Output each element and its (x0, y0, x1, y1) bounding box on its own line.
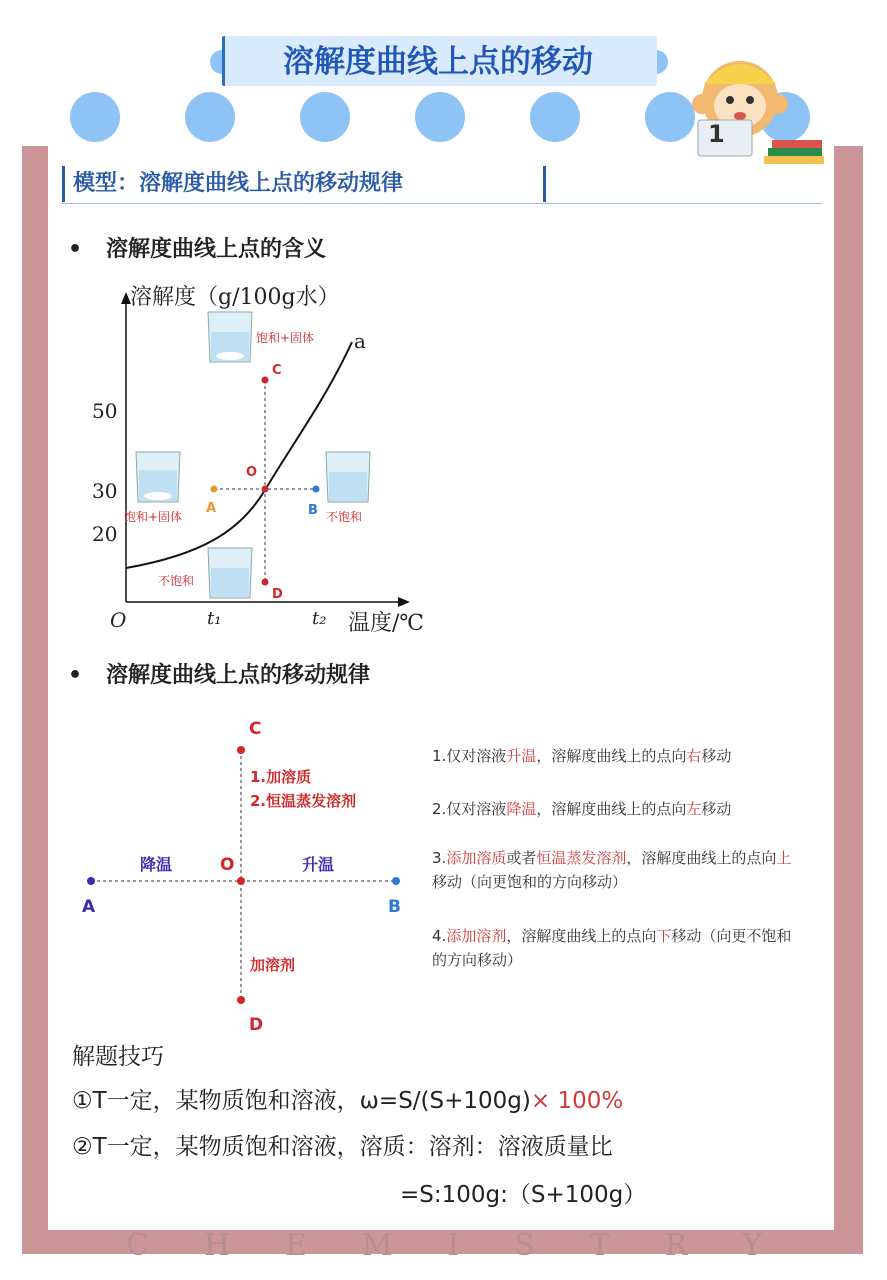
point-o (262, 486, 269, 493)
y-tick-label: 20 (92, 522, 118, 546)
subtitle-underline (62, 203, 822, 204)
point-a (211, 486, 218, 493)
point-b (392, 877, 400, 885)
point-o (237, 877, 245, 885)
bullet-heading-1-text: 溶解度曲线上点的含义 (106, 237, 327, 262)
solubility-chart (90, 270, 450, 650)
deco-dot (530, 92, 580, 142)
point-d (237, 996, 245, 1004)
tip-line-3: =S:100g:（S+100g） (400, 1182, 647, 1208)
label-a: A (82, 897, 96, 917)
deco-dot (300, 92, 350, 142)
y-axis-label: 溶解度（g/100g水） (130, 285, 340, 310)
point-label-a: A (206, 501, 217, 516)
label-cool: 降温 (140, 855, 173, 874)
label-c: C (249, 719, 262, 739)
label-add-solute: 1.加溶质 (250, 768, 312, 786)
rule-3: 3.添加溶质或者恒温蒸发溶剂，溶解度曲线上的点向上移动（向更饱和的方向移动） (432, 849, 792, 891)
tips-heading: 解题技巧 (72, 1044, 164, 1070)
beaker-icon (208, 548, 252, 598)
point-label-b: B (308, 503, 318, 518)
origin-label: O (110, 608, 127, 632)
point-b (313, 486, 320, 493)
label-d: D (249, 1015, 264, 1035)
y-tick-label: 30 (92, 479, 118, 503)
beaker-label: 不饱和 (326, 510, 363, 524)
point-d (262, 579, 269, 586)
x-axis-arrow (398, 597, 410, 607)
label-o: O (220, 855, 235, 875)
beaker-label: 不饱和 (158, 574, 195, 588)
label-add-solvent: 加溶剂 (250, 956, 296, 974)
badge-number: 1 (708, 120, 725, 148)
label-evaporate: 2.恒温蒸发溶剂 (250, 792, 357, 810)
bullet-heading-2-text: 溶解度曲线上点的移动规律 (106, 663, 371, 688)
point-a (87, 877, 95, 885)
beaker-icon (136, 452, 180, 502)
point-label-d: D (272, 587, 283, 602)
beaker-icon (208, 312, 252, 362)
curve-label: a (354, 329, 366, 353)
monkey-mascot-icon (680, 44, 840, 174)
rule-2: 2.仅对溶液降温，溶解度曲线上的点向左移动 (432, 800, 732, 818)
rule-4: 4.添加溶剂，溶解度曲线上的点向下移动（向更不饱和的方向移动） (432, 927, 792, 969)
tip-line-2: ②T一定，某物质饱和溶液，溶质：溶剂：溶液质量比 (72, 1134, 613, 1160)
page-title: 溶解度曲线上点的移动 (283, 44, 593, 80)
beaker-label: 饱和+固体 (124, 510, 183, 524)
bullet-heading-2: • 溶解度曲线上点的移动规律 (68, 663, 371, 688)
bullet-heading-1: • 溶解度曲线上点的含义 (68, 237, 327, 262)
point-label-c: C (272, 363, 282, 378)
movement-diagram (70, 710, 420, 1040)
tip-line-1: ①T一定，某物质饱和溶液，ω=S/(S+100g)× 100% (72, 1088, 624, 1114)
point-label-o: O (246, 465, 258, 480)
y-tick-label: 50 (92, 399, 118, 423)
beaker-icon (326, 452, 370, 502)
point-c (262, 377, 269, 384)
deco-dot (70, 92, 120, 142)
beaker-label: 饱和+固体 (256, 331, 315, 345)
section-subtitle: 模型：溶解度曲线上点的移动规律 (62, 166, 546, 202)
label-b: B (388, 897, 401, 917)
point-c (237, 746, 245, 754)
x-tick-label: t₂ (312, 608, 327, 629)
deco-dot (185, 92, 235, 142)
deco-dot (415, 92, 465, 142)
x-axis-label: 温度/℃ (348, 611, 425, 636)
x-tick-label: t₁ (207, 608, 222, 629)
label-heat: 升温 (302, 855, 335, 874)
chemistry-watermark: C H E M I S T R Y (126, 1228, 764, 1263)
rule-1: 1.仅对溶液升温，溶解度曲线上的点向右移动 (432, 747, 732, 765)
